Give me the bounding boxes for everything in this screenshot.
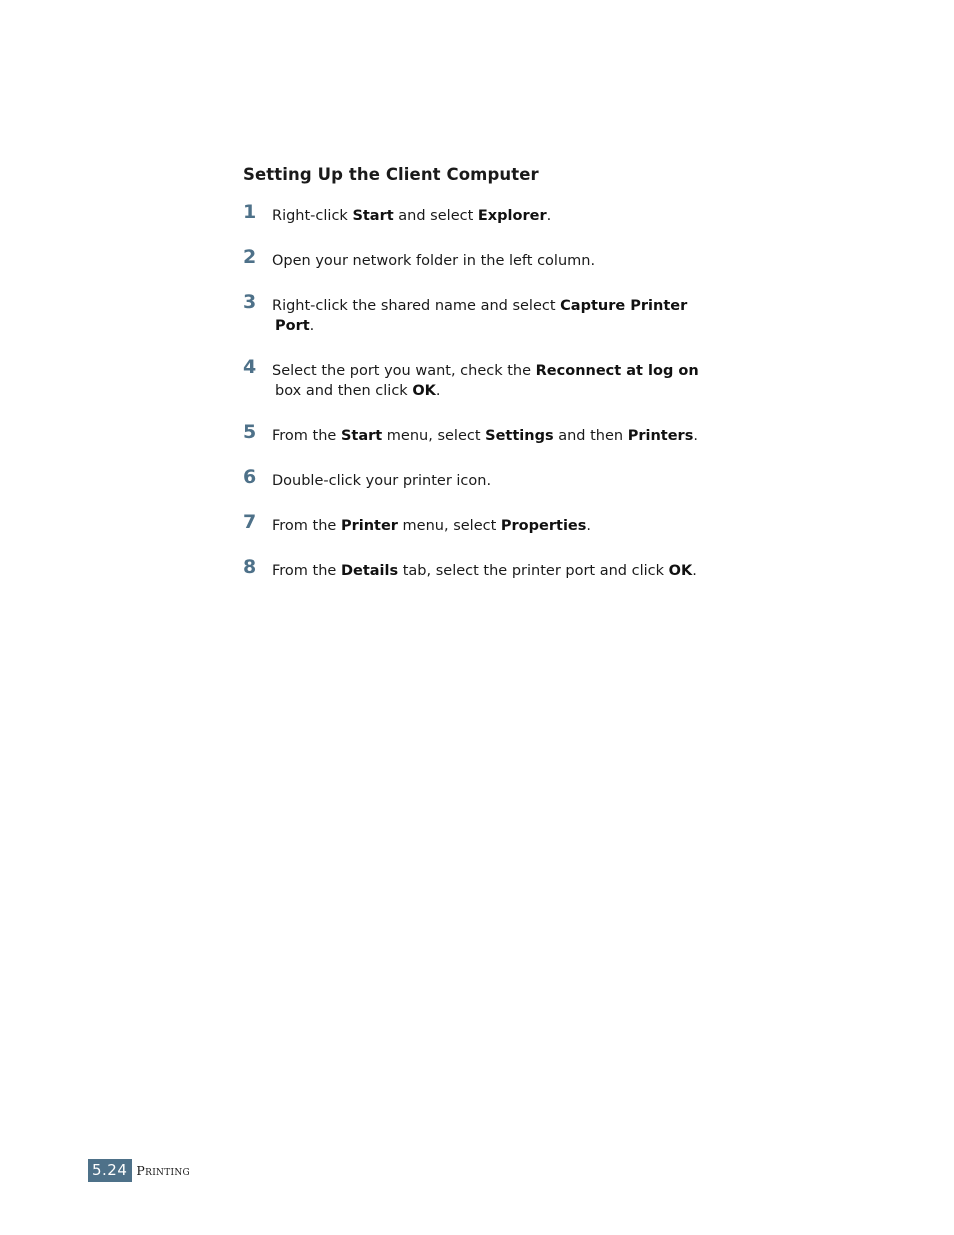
step-number: 1 (243, 201, 257, 223)
steps-list (243, 201, 723, 581)
main-content (243, 164, 723, 606)
step-text-continued: box and then click OK. (275, 383, 441, 399)
step-text: Right-click Start and select Explorer. (272, 208, 552, 224)
step-number: 5 (243, 421, 257, 443)
step-text: From the Printer menu, select Properties. (272, 518, 591, 534)
step-text: From the Start menu, select Settings and then Printers. (272, 428, 698, 444)
step-5 (243, 421, 723, 446)
section-title: Setting Up the Client Computer (243, 165, 539, 184)
step-text: Select the port you want, check the Reconnect at log on (272, 363, 699, 379)
step-3 (243, 291, 723, 336)
step-number: 6 (243, 466, 257, 488)
page-footer (88, 1159, 190, 1182)
step-text: Double-click your printer icon. (272, 473, 492, 489)
step-text: Open your network folder in the left column. (272, 253, 596, 269)
step-8 (243, 556, 723, 581)
page-number: 5.24 (88, 1159, 132, 1182)
step-2 (243, 246, 723, 271)
chapter-title: Printing (136, 1163, 191, 1178)
step-number: 7 (243, 511, 257, 533)
step-text: From the Details tab, select the printer port and click OK. (272, 563, 697, 579)
step-number: 8 (243, 556, 257, 578)
step-text-continued: Port. (275, 318, 315, 334)
step-6 (243, 466, 723, 491)
step-1 (243, 201, 723, 226)
step-4 (243, 356, 723, 401)
step-7 (243, 511, 723, 536)
step-number: 4 (243, 356, 257, 378)
step-number: 3 (243, 291, 257, 313)
step-number: 2 (243, 246, 257, 268)
step-text: Right-click the shared name and select Capture Printer (272, 298, 688, 314)
